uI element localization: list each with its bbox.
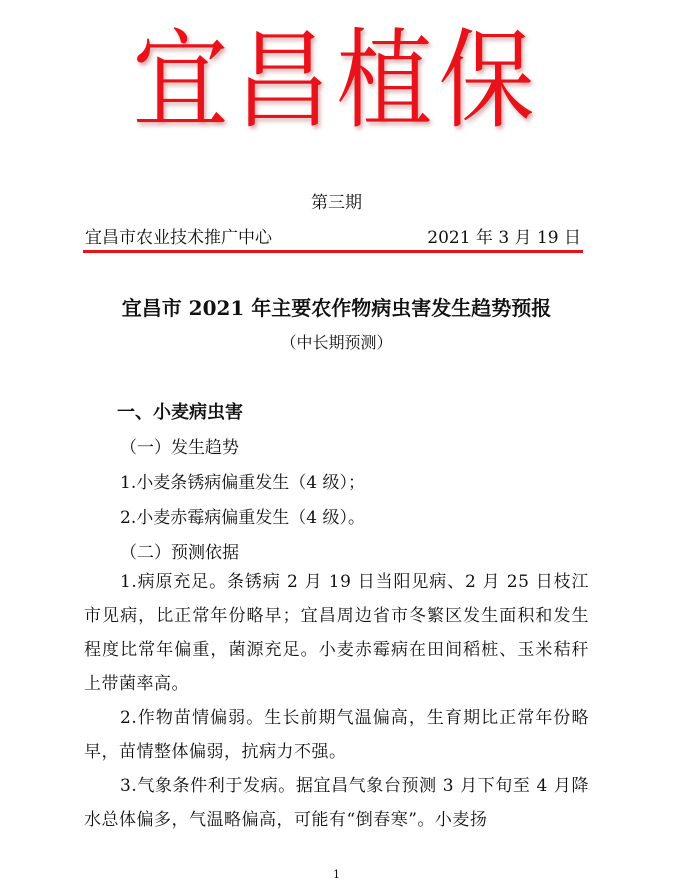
red-divider [83, 250, 583, 253]
document-title: 宜昌市 2021 年主要农作物病虫害发生趋势预报 [121, 296, 552, 320]
trend-item-1: 1.小麦条锈病偏重发生（4 级）； [120, 473, 365, 493]
subsection-heading-basis: （二）预测依据 [120, 543, 239, 563]
issue-number: 第三期 [311, 193, 362, 213]
issue-date: 2021 年 3 月 19 日 [427, 228, 581, 248]
issuing-organization: 宜昌市农业技术推广中心 [85, 228, 272, 248]
page-number: 1 [333, 868, 340, 881]
document-subtitle: （中长期预测） [280, 333, 393, 352]
section-heading: 一、小麦病虫害 [117, 402, 243, 423]
issuer-line [83, 226, 583, 250]
basis-paragraph-3: 3.气象条件利于发病。据宜昌气象台预测 3 月下旬至 4 月降水总体偏多，气温略偏高，可能有“倒春寒”。小麦扬 [84, 776, 589, 830]
basis-paragraph-2: 2.作物苗情偏弱。生长前期气温偏高，生育期比正常年份略早，苗情整体偏弱，抗病力不强。 [84, 708, 589, 762]
subsection-heading-trend: （一）发生趋势 [120, 438, 239, 458]
basis-paragraph-1: 1.病原充足。条锈病 2 月 19 日当阳见病、2 月 25 日枝江市见病，比正常年份略早；宜昌周边省市冬繁区发生面积和发生程度比常年偏重，菌源充足。小麦赤霉病在田间稻桩、玉米秸秆上带菌率高。 [84, 572, 589, 694]
masthead-title: 宜昌植保 [132, 17, 541, 144]
trend-item-2: 2.小麦赤霉病偏重发生（4 级）。 [120, 508, 365, 528]
